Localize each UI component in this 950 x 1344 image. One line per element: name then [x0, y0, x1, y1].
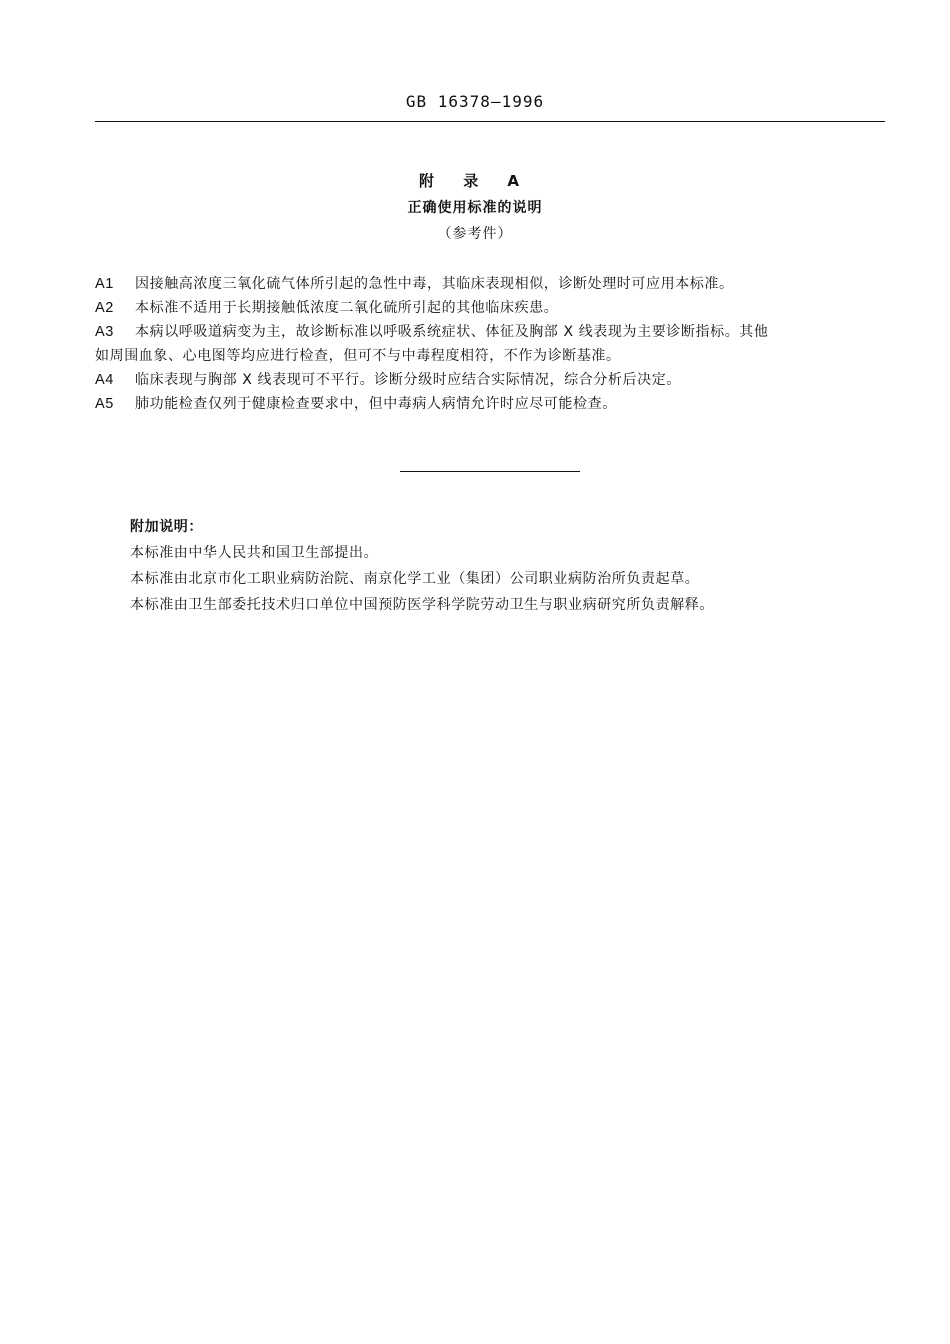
- clause-text: 本病以呼吸道病变为主，故诊断标准以呼吸系统症状、体征及胸部 X 线表现为主要诊断指标。其他: [135, 324, 769, 340]
- clause-a3: [95, 320, 887, 368]
- clause-number: A5: [95, 396, 114, 412]
- clause-a5: [95, 392, 887, 416]
- standard-number-header: GB 16378—1996: [405, 92, 545, 111]
- clause-number: A4: [95, 372, 114, 388]
- appendix-title: 附 录 A: [418, 172, 532, 190]
- clause-list: [95, 272, 887, 416]
- addendum-line: 本标准由中华人民共和国卫生部提出。: [130, 545, 379, 561]
- clause-number: A2: [95, 300, 114, 316]
- addendum-title: 附加说明：: [130, 519, 203, 535]
- addendum-line: 本标准由北京市化工职业病防治院、南京化学工业（集团）公司职业病防治所负责起草。: [130, 571, 700, 587]
- addendum-line: 本标准由卫生部委托技术归口单位中国预防医学科学院劳动卫生与职业病研究所负责解释。: [130, 597, 714, 613]
- clause-number: A1: [95, 276, 114, 292]
- header-rule: [95, 121, 885, 122]
- clause-a4: [95, 368, 887, 392]
- clause-text: 本标准不适用于长期接触低浓度二氧化硫所引起的其他临床疾患。: [135, 300, 559, 316]
- clause-text: 临床表现与胸部 X 线表现可不平行。诊断分级时应结合实际情况，综合分析后决定。: [135, 372, 681, 388]
- clause-text: 因接触高浓度三氧化硫气体所引起的急性中毒，其临床表现相似，诊断处理时可应用本标准。: [135, 276, 734, 292]
- clause-a2: [95, 296, 887, 320]
- clause-a1: [95, 272, 887, 296]
- clause-text-continued: 如周围血象、心电图等均应进行检查，但可不与中毒程度相符，不作为诊断基准。: [95, 348, 621, 364]
- addendum: [130, 514, 870, 618]
- section-divider: [400, 471, 580, 472]
- appendix-note: （参考件）: [437, 226, 513, 242]
- clause-text: 肺功能检查仅列于健康检查要求中，但中毒病人病情允许时应尽可能检查。: [135, 396, 617, 412]
- clause-number: A3: [95, 324, 114, 340]
- appendix-subtitle: 正确使用标准的说明: [407, 200, 543, 216]
